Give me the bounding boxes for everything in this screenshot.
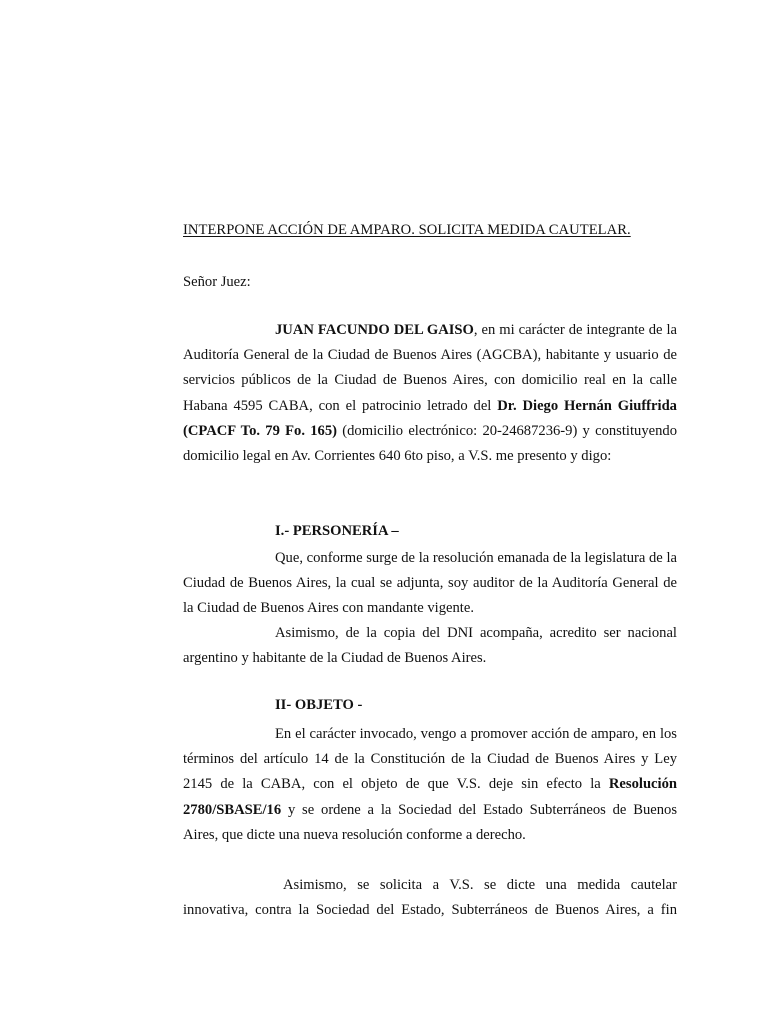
personeria-paragraph-2 [183,621,677,671]
intro-text-1: , en mi carácter de integrante de la Auditoría General de la Ciudad de Buenos Aires (AGCBA), habitante y usuario de servicios públicos de la Ciudad de Buenos Aires, con domicilio real en la calle Habana 4595 CABA, con el patrocinio letrado del [183,322,677,414]
section-heading-personeria: I.- PERSONERÍA – [275,523,399,539]
personeria-text-2: Asimismo, de la copia del DNI acompaña, acredito ser nacional argentino y habitante de la Ciudad de Buenos Aires. [183,625,677,667]
objeto-text-1b: y se ordene a la Sociedad del Estado Subterráneos de Buenos Aires, que dicte una nueva resolución conforme a derecho. [183,801,677,843]
section-heading-objeto: II- OBJETO - [275,697,363,713]
personeria-paragraph-1 [183,546,677,622]
lawyer-name: Dr. Diego Hernán Giuffrida (CPACF To. 79 Fo. 165) [183,397,677,439]
objeto-text-1a: En el carácter invocado, vengo a promover acción de amparo, en los términos del artículo 14 de la Constitución de la Ciudad de Buenos Aires y Ley 2145 de la CABA, con el objeto de que V.S. deje sin efecto la [183,726,677,793]
intro-paragraph [183,318,677,469]
plaintiff-name: JUAN FACUNDO DEL GAISO [275,322,474,338]
greeting: Señor Juez: [183,274,251,290]
objeto-paragraph-1 [183,722,677,848]
objeto-text-2: Asimismo, se solicita a V.S. se dicte una medida cautelar innovativa, contra la Sociedad del Estado, Subterráneos de Buenos Aires, a fin [183,877,677,919]
objeto-paragraph-2 [183,873,677,923]
document-title: INTERPONE ACCIÓN DE AMPARO. SOLICITA MEDIDA CAUTELAR. [183,222,631,238]
resolution-number: Resolución 2780/SBASE/16 [183,776,677,818]
personeria-text-1: Que, conforme surge de la resolución emanada de la legislatura de la Ciudad de Buenos Aires, la cual se adjunta, soy auditor de la Auditoría General de la Ciudad de Buenos Aires con mandante vigente. [183,550,677,617]
intro-text-2: (domicilio electrónico: 20-24687236-9) y constituyendo domicilio legal en Av. Corrientes 640 6to piso, a V.S. me presento y digo: [183,422,677,465]
